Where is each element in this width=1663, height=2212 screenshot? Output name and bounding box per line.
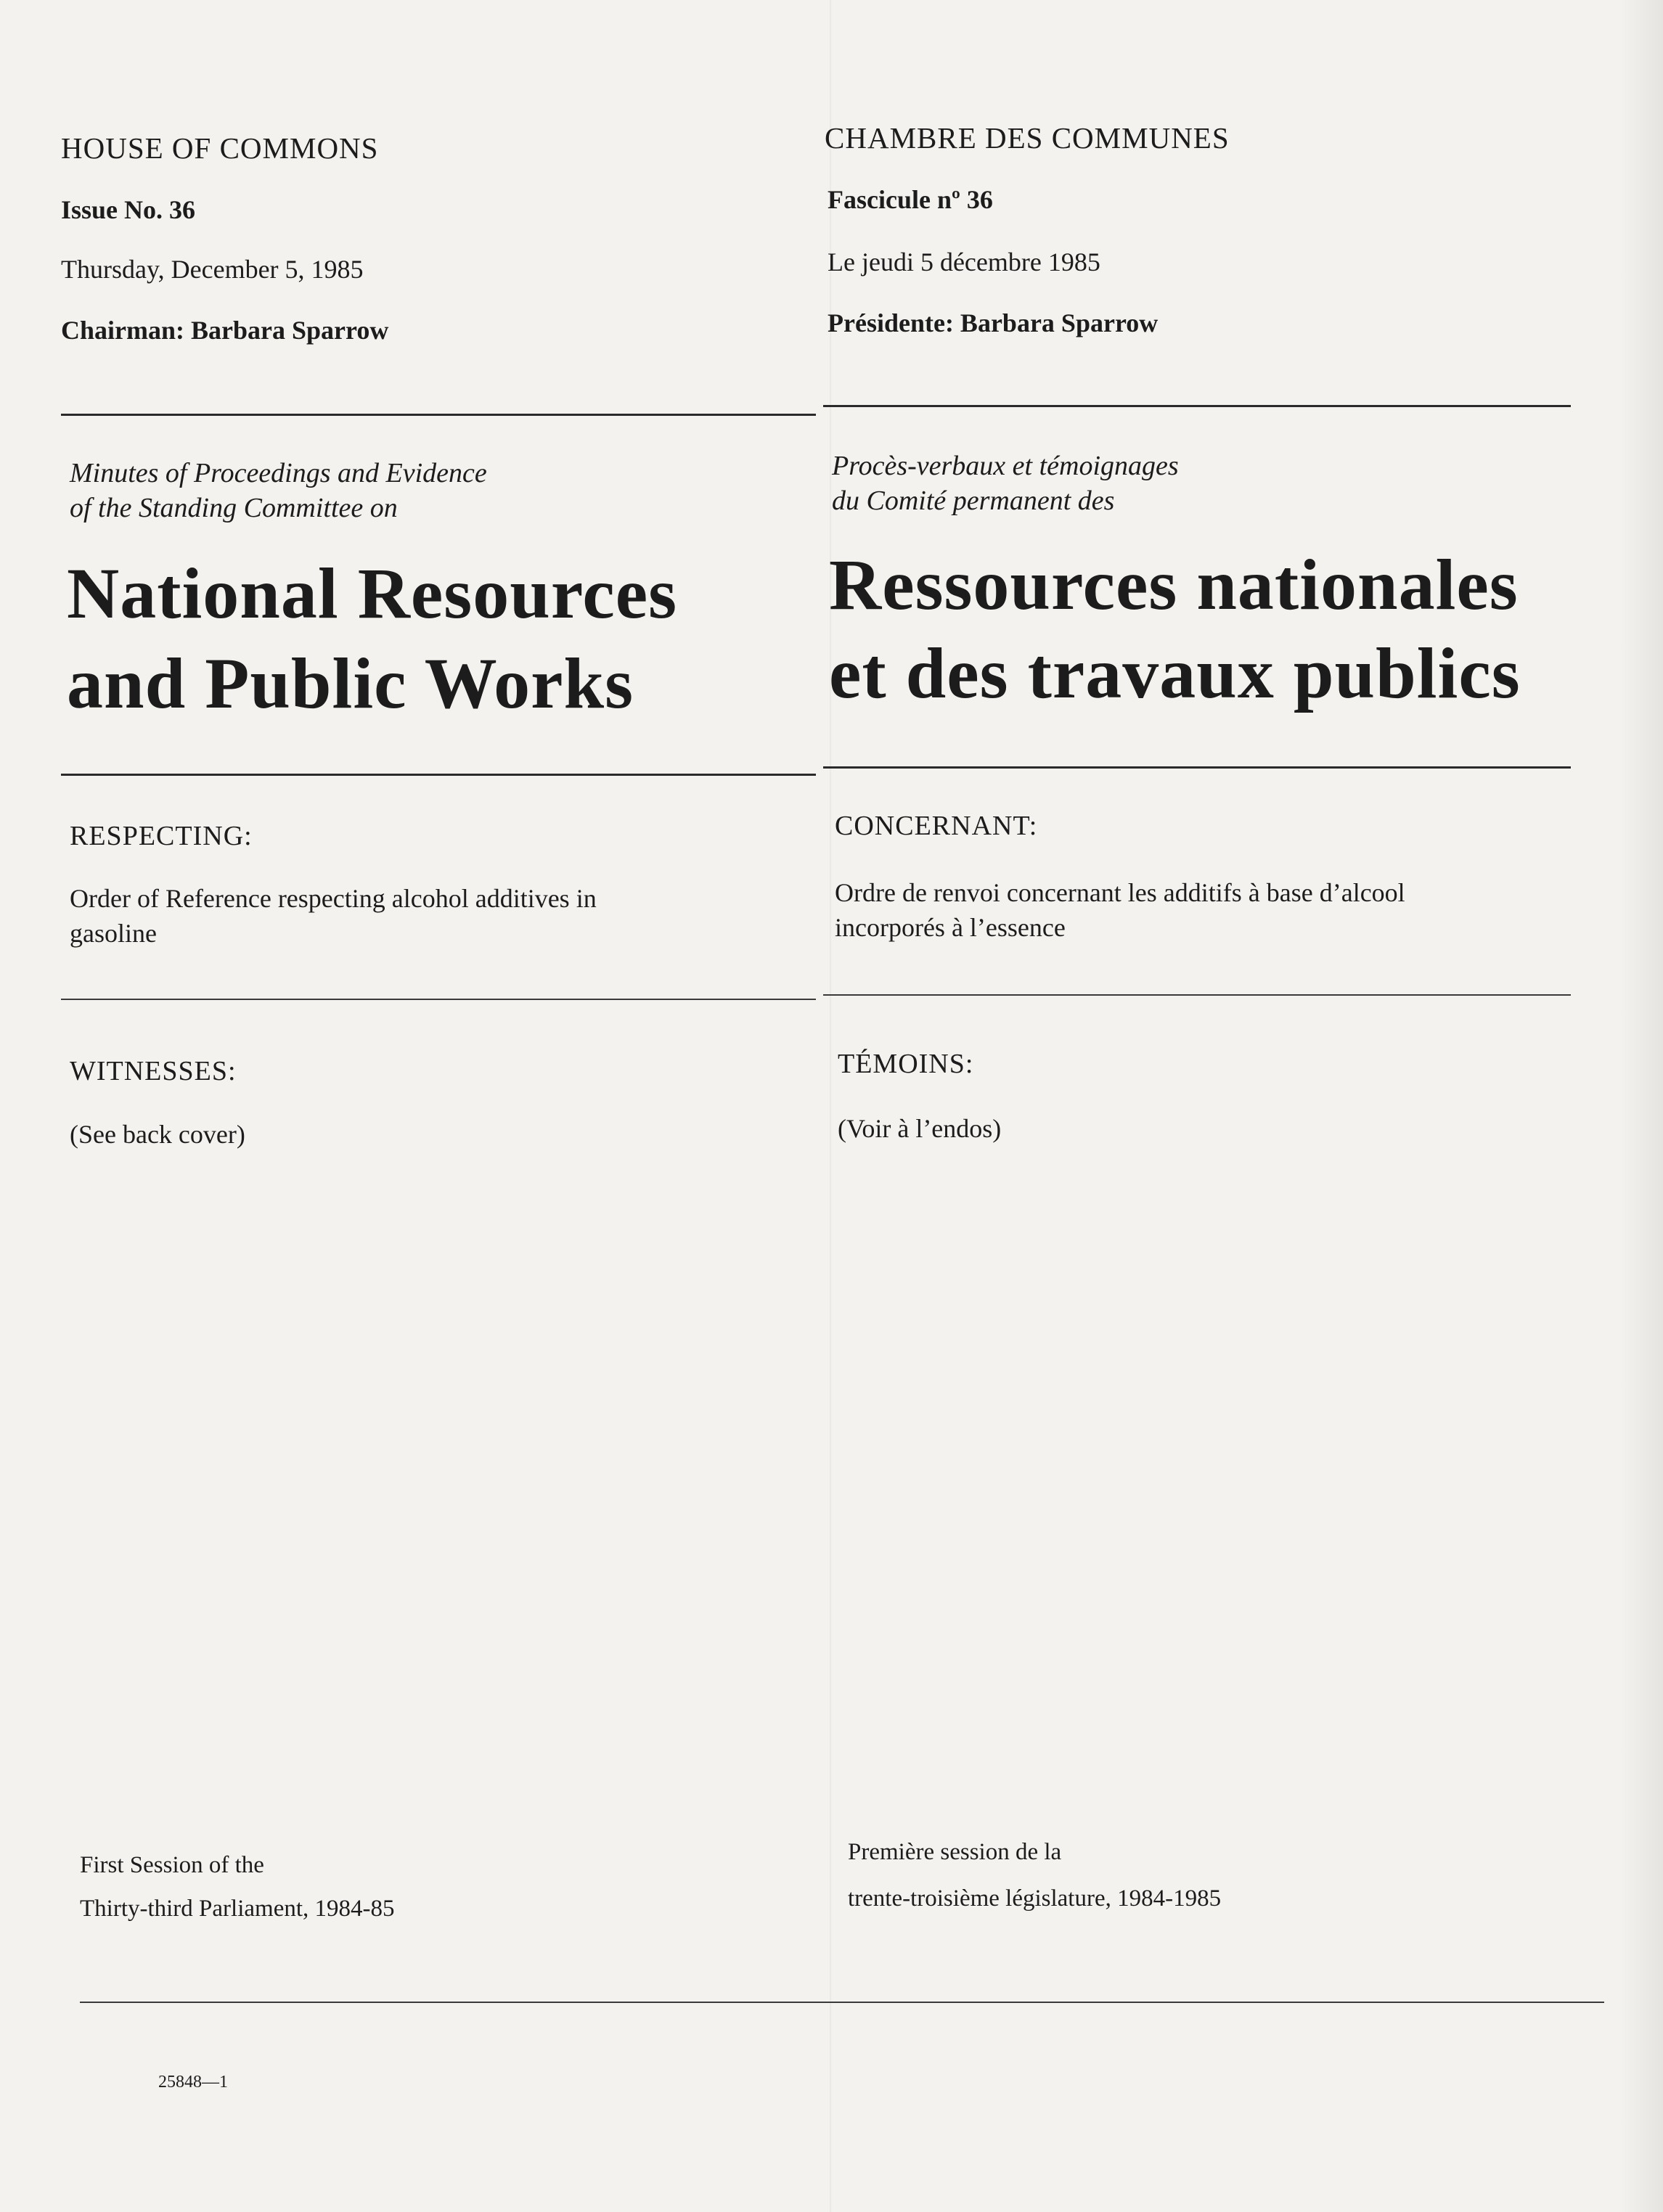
chambre-des-communes-heading: CHAMBRE DES COMMUNES [825, 121, 1230, 155]
concernant-label: CONCERNANT: [835, 811, 1038, 841]
fascicule-number: Fascicule nº 36 [828, 185, 993, 214]
witnesses-label: WITNESSES: [70, 1056, 237, 1086]
fascicule-date: Le jeudi 5 décembre 1985 [828, 247, 1100, 276]
concernant-line-1: Ordre de renvoi concernant les additifs à base d’alcool [835, 878, 1405, 907]
comite-title-line-2: et des travaux publics [829, 633, 1521, 713]
concernant-line-2: incorporés à l’essence [835, 913, 1066, 942]
page-edge-shadow [1619, 0, 1663, 2212]
respecting-line-1: Order of Reference respecting alcohol additives in [70, 884, 597, 913]
concernant-divider-right [823, 994, 1571, 996]
committee-title-line-2: and Public Works [67, 643, 634, 724]
respecting-label: RESPECTING: [70, 821, 253, 851]
house-of-commons-heading: HOUSE OF COMMONS [61, 131, 379, 165]
presidente: Présidente: Barbara Sparrow [828, 308, 1159, 337]
header-divider-left [61, 414, 816, 416]
title-divider-left [61, 774, 816, 776]
temoins-note: (Voir à l’endos) [838, 1114, 1002, 1143]
issue-date: Thursday, December 5, 1985 [61, 255, 364, 284]
proces-verbaux-line-1: Procès-verbaux et témoignages [832, 451, 1179, 481]
title-divider-right [823, 766, 1571, 769]
respecting-divider-left [61, 999, 816, 1000]
proces-verbaux-line-2: du Comité permanent des [832, 486, 1115, 516]
issue-number: Issue No. 36 [61, 195, 196, 224]
minutes-line-1: Minutes of Proceedings and Evidence [70, 458, 487, 488]
comite-title-line-1: Ressources nationales [829, 544, 1519, 625]
session-fr-line-1: Première session de la [848, 1839, 1062, 1865]
temoins-label: TÉMOINS: [838, 1049, 974, 1079]
respecting-line-2: gasoline [70, 919, 157, 948]
header-divider-right [823, 405, 1571, 407]
minutes-line-2: of the Standing Committee on [70, 493, 398, 523]
witnesses-note: (See back cover) [70, 1120, 245, 1149]
chairman: Chairman: Barbara Sparrow [61, 316, 389, 345]
committee-title-line-1: National Resources [67, 553, 678, 634]
printing-code: 25848—1 [158, 2073, 228, 2092]
session-fr-line-2: trente-troisième législature, 1984-1985 [848, 1885, 1222, 1912]
footer-divider [80, 2002, 1604, 2003]
session-line-2: Thirty-third Parliament, 1984-85 [80, 1896, 395, 1922]
session-line-1: First Session of the [80, 1852, 264, 1878]
